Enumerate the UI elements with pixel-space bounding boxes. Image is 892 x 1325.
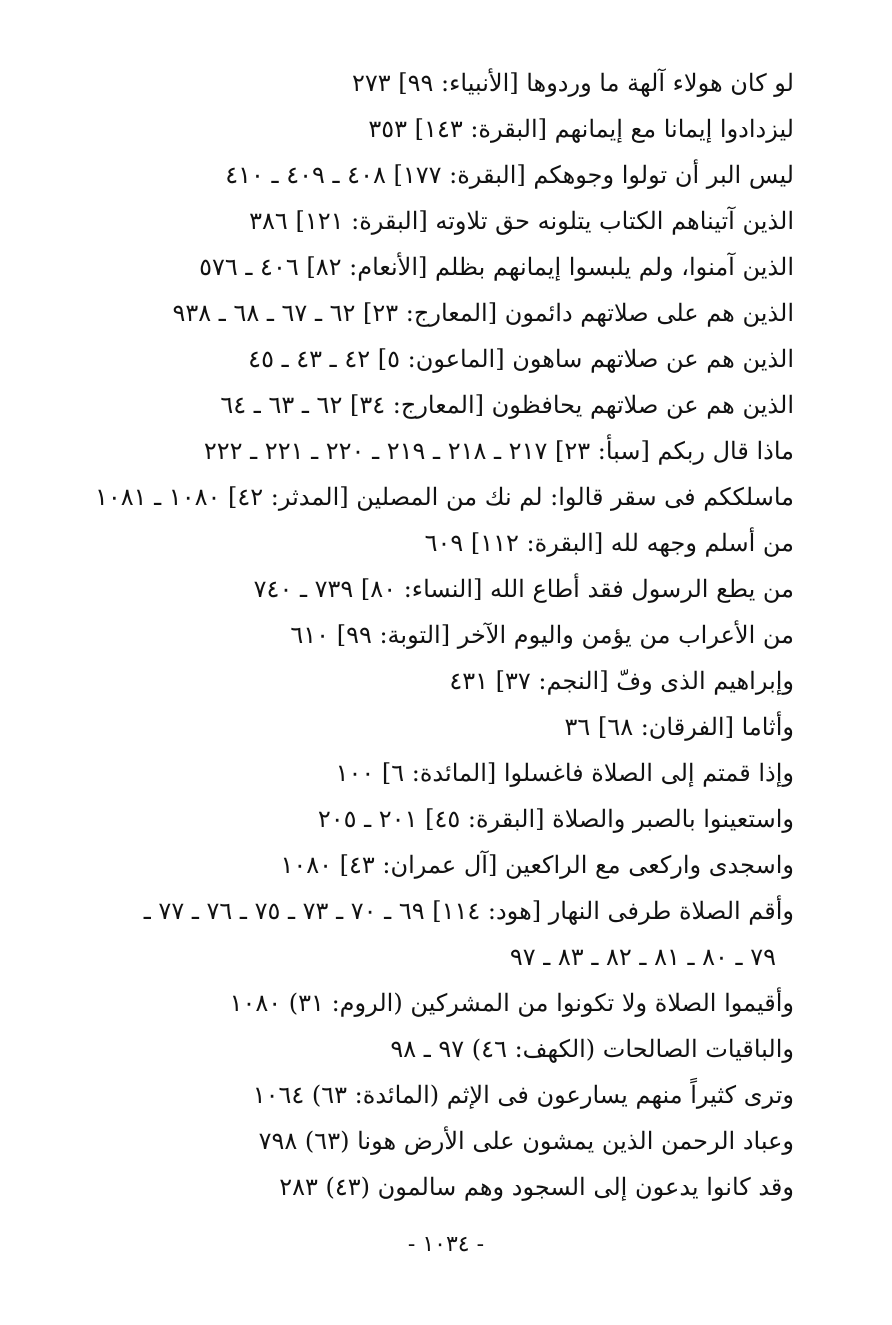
index-entry: وترى كثيراً منهم يسارعون فى الإثم (المائدة: ٦٣) ١٠٦٤	[252, 1081, 794, 1109]
index-entry: واسجدى واركعى مع الراكعين [آل عمران: ٤٣] ١٠٨٠	[280, 851, 794, 879]
index-entry-continuation: ٧٩ ـ ٨٠ ـ ٨١ ـ ٨٢ ـ ٨٣ ـ ٩٧	[509, 943, 776, 971]
index-entry: الذين هم على صلاتهم دائمون [المعارج: ٢٣] ٦٢ ـ ٦٧ ـ ٦٨ ـ ٩٣٨	[172, 299, 794, 327]
index-entry: وقد كانوا يدعون إلى السجود وهم سالمون (٤٣) ٢٨٣	[279, 1173, 794, 1201]
index-entry: الذين آمنوا، ولم يلبسوا إيمانهم بظلم [الأنعام: ٨٢] ٤٠٦ ـ ٥٧٦	[199, 253, 794, 281]
index-entry: ليس البر أن تولوا وجوهكم [البقرة: ١٧٧] ٤٠٨ ـ ٤٠٩ ـ ٤١٠	[225, 161, 794, 189]
page-number: - ١٠٣٤ -	[407, 1232, 485, 1257]
index-entry: الذين هم عن صلاتهم يحافظون [المعارج: ٣٤] ٦٢ ـ ٦٣ ـ ٦٤	[220, 391, 794, 419]
index-entry: وأقم الصلاة طرفى النهار [هود: ١١٤] ٦٩ ـ ٧٠ ـ ٧٣ ـ ٧٥ ـ ٧٦ ـ ٧٧ ـ	[143, 897, 794, 925]
index-entry: واستعينوا بالصبر والصلاة [البقرة: ٤٥] ٢٠١ ـ ٢٠٥	[317, 805, 794, 833]
index-entry: لو كان هولاء آلهة ما وردوها [الأنبياء: ٩٩] ٢٧٣	[351, 69, 794, 97]
index-entry: والباقيات الصالحات (الكهف: ٤٦) ٩٧ ـ ٩٨	[390, 1035, 794, 1063]
index-entry: وإبراهيم الذى وفّ [النجم: ٣٧] ٤٣١	[449, 667, 794, 695]
index-entry: ليزدادوا إيمانا مع إيمانهم [البقرة: ١٤٣] ٣٥٣	[368, 115, 794, 143]
index-entry: وإذا قمتم إلى الصلاة فاغسلوا [المائدة: ٦] ١٠٠	[335, 759, 794, 787]
index-entry: من الأعراب من يؤمن واليوم الآخر [التوبة: ٩٩] ٦١٠	[290, 621, 794, 649]
index-entry: وأثاما [الفرقان: ٦٨] ٣٦	[564, 713, 794, 741]
index-entry: الذين آتيناهم الكتاب يتلونه حق تلاوته [البقرة: ١٢١] ٣٨٦	[249, 207, 794, 235]
index-entry: من يطع الرسول فقد أطاع الله [النساء: ٨٠] ٧٣٩ ـ ٧٤٠	[253, 575, 794, 603]
index-entry: ماسلككم فى سقر قالوا: لم نك من المصلين [المدثر: ٤٢] ١٠٨٠ ـ ١٠٨١	[94, 483, 794, 511]
verse-index-list	[74, 60, 794, 1210]
index-entry: من أسلم وجهه لله [البقرة: ١١٢] ٦٠٩	[424, 529, 794, 557]
index-entry: وأقيموا الصلاة ولا تكونوا من المشركين (الروم: ٣١) ١٠٨٠	[229, 989, 794, 1017]
index-entry: الذين هم عن صلاتهم ساهون [الماعون: ٥] ٤٢ ـ ٤٣ ـ ٤٥	[248, 345, 794, 373]
index-entry: وعباد الرحمن الذين يمشون على الأرض هونا (٦٣) ٧٩٨	[258, 1127, 794, 1155]
index-entry: ماذا قال ربكم [سبأ: ٢٣] ٢١٧ ـ ٢١٨ ـ ٢١٩ ـ ٢٢٠ ـ ٢٢١ ـ ٢٢٢	[203, 437, 794, 465]
